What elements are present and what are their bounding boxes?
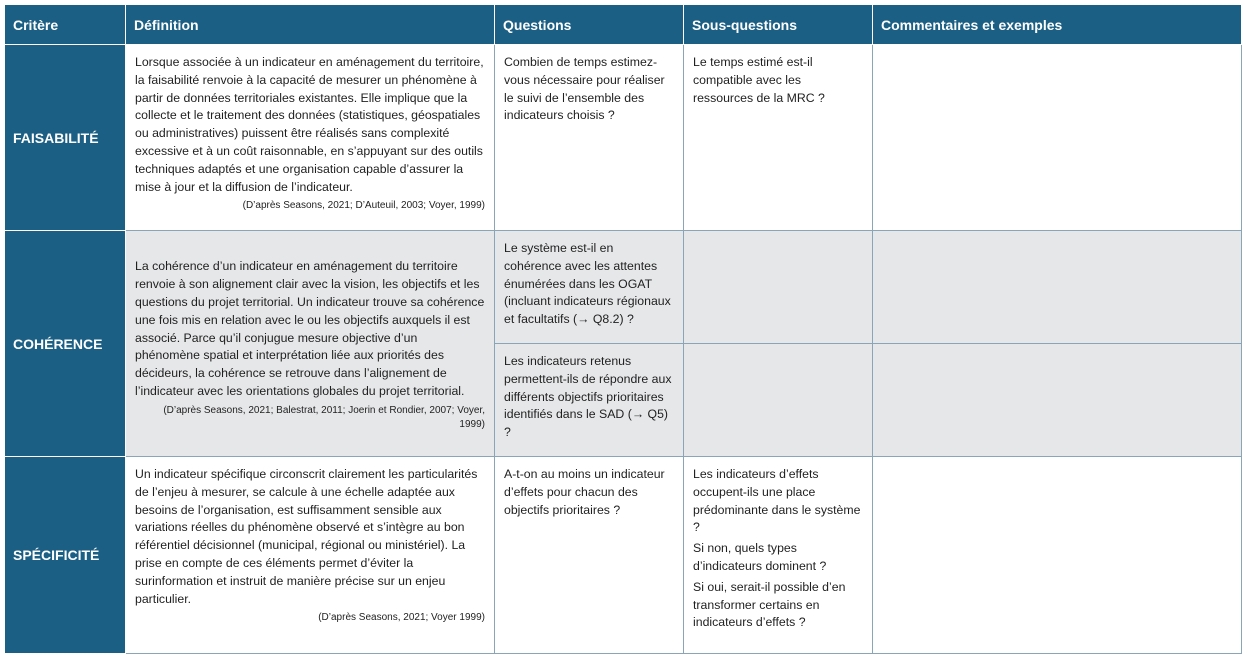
definition-cell bbox=[126, 457, 495, 654]
sub-question-cell: Le temps estimé est-il compatible avec les ressources de la MRC ? bbox=[684, 45, 873, 231]
header-commentaires: Commentaires et exemples bbox=[873, 5, 1242, 45]
table-row bbox=[5, 457, 1242, 654]
header-sous-questions: Sous-questions bbox=[684, 5, 873, 45]
sub-question-cell bbox=[684, 344, 873, 457]
definition-text: Un indicateur spécifique circonscrit clairement les particularités de l’enjeu à mesurer, se calcule à une échelle adaptée aux besoins de l’organisation, est suffisamment sensible aux variations réelles du phénomène observé et s’intègre au bon référentiel décisionnel (municipal, régional ou ministériel). La prise en compte de ces éléments permet d’éviter la surinformation et instruit de manière précise sur un enjeu particulier. bbox=[135, 467, 478, 606]
criterion-label: FAISABILITÉ bbox=[5, 45, 126, 231]
definition-cell bbox=[126, 45, 495, 231]
question-cell: Le système est-il en cohérence avec les attentes énumérées dans les OGAT (incluant indicateurs régionaux et facultatifs (→ Q8.2) ? bbox=[495, 231, 684, 344]
sub-question-item: Si oui, serait-il possible d’en transformer certains en indicateurs d’effets ? bbox=[693, 579, 846, 630]
definition-text: La cohérence d’un indicateur en aménagement du territoire renvoie à son alignement clair avec la vision, les objectifs et les questions du projet territorial. Un indicateur trouve sa cohérence une fois mis en relation avec le ou les objectifs auxquels il est associé. Parce qu’il conjugue mesure objective d’un phénomène spatial et interprétation liée aux priorités des décideurs, la cohérence se retrouve dans l’alignement de l’indicateur avec les orientations globales du projet territorial. bbox=[135, 259, 485, 398]
sub-question-cell bbox=[684, 457, 873, 654]
sub-question-cell bbox=[684, 231, 873, 344]
criterion-label: SPÉCIFICITÉ bbox=[5, 457, 126, 654]
sub-question-item: Les indicateurs d’effets occupent-ils une place prédominante dans le système ? bbox=[693, 467, 861, 535]
header-critere: Critère bbox=[5, 5, 126, 45]
sub-question-item: Si non, quels types d’indicateurs dominent ? bbox=[693, 541, 827, 573]
definition-text: Lorsque associée à un indicateur en aménagement du territoire, la faisabilité renvoie à la capacité de mesurer un phénomène à partir de données territoriales existantes. Elle implique que la collecte et le traitement des données (statistiques, géospatiales ou administratives) puissent être réalisés sans complexité excessive et à un coût raisonnable, en s’appuyant sur des outils techniques adaptés et une organisation capable d’assurer la mise à jour et la diffusion de l’indicateur. bbox=[135, 55, 484, 194]
table-row bbox=[5, 45, 1242, 231]
comment-cell[interactable] bbox=[873, 457, 1242, 654]
definition-source: (D’après Seasons, 2021; D’Auteuil, 2003; Voyer, 1999) bbox=[242, 200, 485, 212]
definition-cell bbox=[126, 231, 495, 457]
question-cell: Les indicateurs retenus permettent-ils de répondre aux différents objectifs prioritaires identifiés dans le SAD (→ Q5) ? bbox=[495, 344, 684, 457]
table-header-row bbox=[5, 5, 1242, 45]
comment-cell[interactable] bbox=[873, 344, 1242, 457]
criterion-label: COHÉRENCE bbox=[5, 231, 126, 457]
table-row bbox=[5, 231, 1242, 344]
question-cell: A-t-on au moins un indicateur d’effets pour chacun des objectifs prioritaires ? bbox=[495, 457, 684, 654]
definition-source: (D’après Seasons, 2021; Balestrat, 2011; Joerin et Rondier, 2007; Voyer, 1999) bbox=[163, 404, 485, 430]
question-cell: Combien de temps estimez-vous nécessaire pour réaliser le suivi de l’ensemble des indicateurs choisis ? bbox=[495, 45, 684, 231]
header-questions: Questions bbox=[495, 5, 684, 45]
criteria-table bbox=[4, 4, 1242, 654]
definition-source: (D’après Seasons, 2021; Voyer 1999) bbox=[318, 612, 485, 624]
comment-cell[interactable] bbox=[873, 231, 1242, 344]
comment-cell[interactable] bbox=[873, 45, 1242, 231]
header-definition: Définition bbox=[126, 5, 495, 45]
